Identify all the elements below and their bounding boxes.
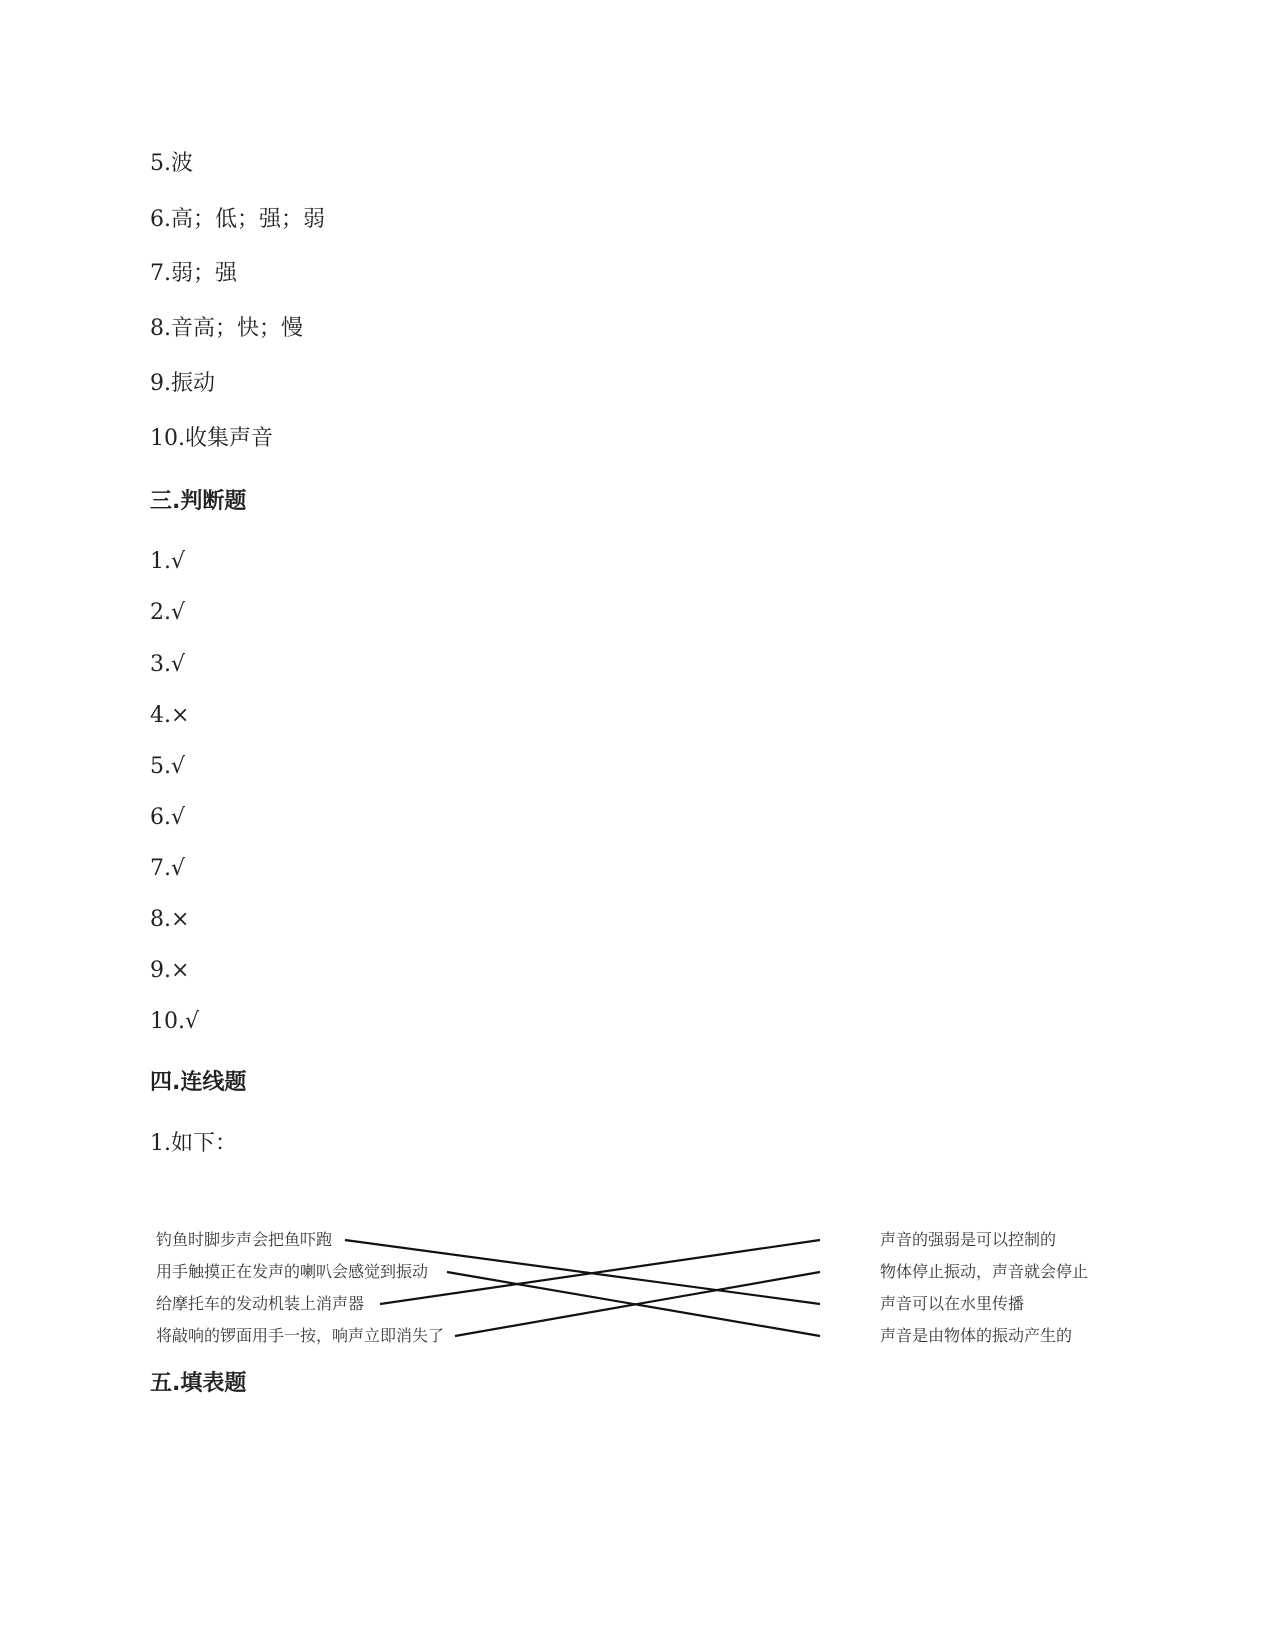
fill-answer-9: 9.振动 — [150, 371, 215, 396]
fill-answer-8: 8.音高；快；慢 — [150, 316, 303, 341]
judge-answer-5: 5.√ — [150, 754, 186, 779]
fill-answer-6: 6.高；低；强；弱 — [150, 207, 325, 232]
right-item-4: 声音是由物体的振动产生的 — [880, 1326, 1073, 1345]
left-item-3: 给摩托车的发动机装上消声器 — [156, 1294, 365, 1313]
judge-answer-6: 6.√ — [150, 805, 186, 830]
right-item-2: 物体停止振动，声音就会停止 — [880, 1262, 1089, 1281]
match-answer-1: 1.如下： — [150, 1131, 237, 1156]
fill-answer-5: 5.波 — [150, 151, 193, 176]
right-item-3: 声音可以在水里传播 — [880, 1294, 1025, 1313]
section-3-heading: 三.判断题 — [150, 489, 247, 514]
judge-answer-10: 10.√ — [150, 1009, 200, 1034]
left-item-4: 将敲响的锣面用手一按，响声立即消失了 — [156, 1326, 445, 1345]
fill-answer-10: 10.收集声音 — [150, 426, 273, 451]
right-item-1: 声音的强弱是可以控制的 — [880, 1230, 1057, 1249]
judge-answer-2: 2.√ — [150, 600, 186, 625]
section-4-heading: 四.连线题 — [150, 1070, 247, 1095]
fill-answer-7: 7.弱；强 — [150, 261, 237, 286]
judge-answer-3: 3.√ — [150, 652, 186, 677]
section-5-heading: 五.填表题 — [150, 1371, 247, 1396]
judge-answer-8: 8.× — [150, 907, 190, 932]
matching-figure — [150, 1225, 1110, 1375]
left-item-2: 用手触摸正在发声的喇叭会感觉到振动 — [156, 1262, 429, 1281]
judge-answer-7: 7.√ — [150, 856, 186, 881]
judge-answer-4: 4.× — [150, 703, 190, 728]
judge-answer-9: 9.× — [150, 958, 190, 983]
judge-answer-1: 1.√ — [150, 549, 186, 574]
left-item-1: 钓鱼时脚步声会把鱼吓跑 — [156, 1230, 333, 1249]
